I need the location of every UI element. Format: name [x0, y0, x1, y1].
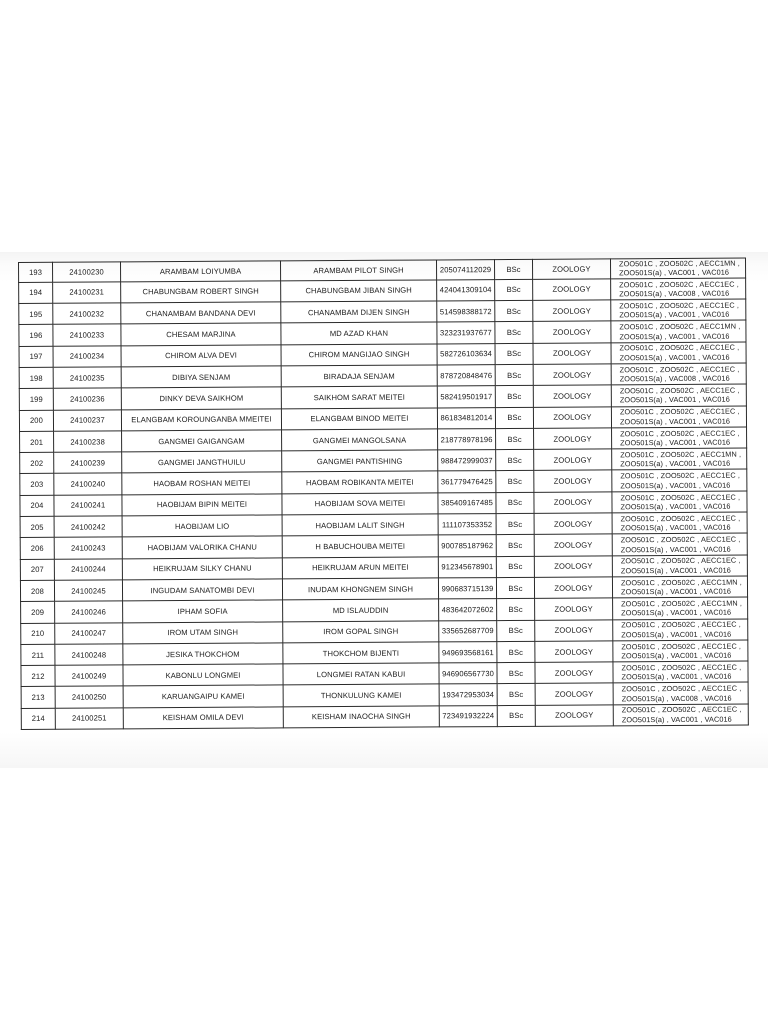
papers-line-2: ZOO501S(a) , VAC001 , VAC016 — [621, 608, 732, 618]
papers-line-2: ZOO501S(a) , VAC001 , VAC016 — [620, 480, 731, 490]
serial-number-cell: 198 — [19, 367, 53, 389]
abc-id-cell: 912345678901 — [438, 556, 496, 578]
student-name-cell: CHESAM MARJINA — [121, 323, 281, 345]
papers-line-2: ZOO501S(a) , VAC001 , VAC016 — [621, 714, 732, 725]
abc-id-cell: 424041309104 — [437, 279, 495, 301]
course-cell: BSc — [497, 599, 535, 621]
papers-cell — [612, 427, 747, 449]
abc-id-cell: 323231937677 — [437, 322, 495, 344]
father-name-cell: MD ISLAUDDIN — [283, 599, 439, 621]
roll-number-cell: 24100249 — [55, 665, 123, 687]
course-cell: BSc — [496, 428, 534, 450]
father-name-cell: CHANAMBAM DIJEN SINGH — [281, 301, 437, 323]
father-name-cell: HAOBIJAM LALIT SINGH — [282, 514, 438, 536]
papers-cell — [613, 619, 748, 641]
abc-id-cell: 582419501917 — [437, 386, 495, 408]
serial-number-cell: 207 — [20, 559, 54, 581]
papers-line-1: ZOO501C , ZOO502C , AECC1MN , — [621, 598, 743, 609]
father-name-cell: GANGMEI PANTISHING — [282, 450, 438, 472]
course-cell: BSc — [495, 322, 533, 344]
subject-cell: ZOOLOGY — [534, 449, 612, 471]
student-records-table — [18, 258, 749, 730]
course-cell: BSc — [496, 535, 534, 557]
abc-id-cell: 900785187962 — [438, 535, 496, 557]
serial-number-cell: 200 — [19, 410, 53, 432]
papers-line-1: ZOO501C , ZOO502C , AECC1EC , — [620, 428, 740, 438]
serial-number-cell: 205 — [20, 516, 54, 538]
abc-id-cell: 111107353352 — [438, 514, 496, 536]
subject-cell: ZOOLOGY — [535, 662, 613, 684]
serial-number-cell: 208 — [20, 580, 54, 602]
papers-line-1: ZOO501C , ZOO502C , AECC1EC , — [619, 406, 740, 417]
course-cell: BSc — [496, 577, 534, 599]
course-cell: BSc — [497, 620, 535, 642]
course-cell: BSc — [495, 407, 533, 429]
student-name-cell: IPHAM SOFIA — [123, 600, 283, 622]
papers-cell — [611, 278, 746, 300]
subject-cell: ZOOLOGY — [535, 641, 613, 663]
roll-number-cell: 24100243 — [54, 537, 122, 559]
course-cell: BSc — [495, 343, 533, 365]
papers-line-1: ZOO501C , ZOO502C , AECC1EC , — [620, 492, 741, 502]
subject-cell: ZOOLOGY — [533, 321, 611, 343]
papers-cell — [611, 406, 746, 428]
abc-id-cell: 193472953034 — [439, 684, 497, 706]
papers-cell — [611, 384, 746, 406]
course-cell: BSc — [495, 300, 533, 322]
papers-line-2: ZOO501S(a) , VAC001 , VAC016 — [620, 522, 731, 533]
table-row — [21, 704, 748, 730]
papers-line-2: ZOO501S(a) , VAC001 , VAC016 — [620, 586, 732, 597]
papers-cell — [612, 576, 747, 598]
abc-id-cell: 582726103634 — [437, 343, 495, 365]
serial-number-cell: 196 — [19, 325, 53, 347]
course-cell: BSc — [496, 471, 534, 493]
papers-cell — [613, 704, 748, 726]
papers-line-1: ZOO501C , ZOO502C , AECC1EC , — [620, 513, 741, 524]
abc-id-cell: 205074112029 — [436, 260, 494, 280]
subject-cell: ZOOLOGY — [534, 513, 612, 535]
course-cell: BSc — [496, 450, 534, 472]
papers-cell — [613, 661, 748, 683]
papers-line-2: ZOO501S(a) , VAC001 , VAC016 — [619, 309, 730, 320]
roll-number-cell: 24100244 — [54, 559, 122, 581]
roll-number-cell: 24100233 — [53, 324, 121, 346]
father-name-cell: CHIROM MANGIJAO SINGH — [281, 344, 437, 366]
table-body — [19, 258, 749, 729]
roll-number-cell: 24100246 — [55, 601, 123, 623]
roll-number-cell: 24100238 — [54, 431, 122, 453]
serial-number-cell: 197 — [19, 346, 53, 368]
papers-line-2: ZOO501S(a) , VAC001 , VAC016 — [620, 458, 731, 469]
roll-number-cell: 24100250 — [55, 686, 123, 708]
abc-id-cell: 990683715139 — [438, 578, 496, 600]
papers-cell — [610, 258, 745, 279]
roll-number-cell: 24100247 — [55, 622, 123, 644]
course-cell: BSc — [495, 279, 533, 301]
papers-cell — [613, 683, 748, 705]
papers-line-2: ZOO501S(a) , VAC008 , VAC016 — [619, 288, 730, 299]
abc-id-cell: 946906567730 — [439, 663, 497, 685]
serial-number-cell: 204 — [20, 495, 54, 517]
roll-number-cell: 24100241 — [54, 495, 122, 517]
papers-line-2: ZOO501S(a) , VAC001 , VAC016 — [620, 544, 731, 554]
student-name-cell: HEIKRUJAM SILKY CHANU — [122, 558, 282, 580]
papers-cell — [613, 640, 748, 662]
father-name-cell: HAOBAM ROBIKANTA MEITEI — [282, 471, 438, 493]
student-name-cell: JESIKA THOKCHOM — [123, 643, 283, 665]
father-name-cell: CHABUNGBAM JIBAN SINGH — [281, 280, 437, 302]
subject-cell: ZOOLOGY — [534, 556, 612, 578]
serial-number-cell: 209 — [21, 602, 55, 624]
serial-number-cell: 202 — [20, 452, 54, 474]
father-name-cell: HEIKRUJAM ARUN MEITEI — [282, 557, 438, 579]
serial-number-cell: 214 — [21, 708, 55, 730]
roll-number-cell: 24100251 — [55, 708, 123, 730]
subject-cell: ZOOLOGY — [533, 343, 611, 365]
serial-number-cell: 193 — [19, 262, 53, 282]
papers-line-2: ZOO501S(a) , VAC001 , VAC016 — [619, 268, 730, 278]
papers-line-1: ZOO501C , ZOO502C , AECC1EC , — [621, 705, 742, 715]
father-name-cell: GANGMEI MANGOLSANA — [282, 429, 438, 451]
father-name-cell: ARAMBAM PILOT SINGH — [280, 260, 436, 281]
father-name-cell: LONGMEI RATAN KABUI — [283, 663, 439, 685]
papers-line-2: ZOO501S(a) , VAC008 , VAC016 — [621, 693, 732, 703]
father-name-cell: HAOBIJAM SOVA MEITEI — [282, 493, 438, 515]
abc-id-cell: 723491932224 — [439, 705, 497, 727]
papers-cell — [613, 597, 748, 619]
roll-number-cell: 24100232 — [53, 303, 121, 325]
papers-line-2: ZOO501S(a) , VAC001 , VAC016 — [619, 395, 730, 405]
father-name-cell: SAIKHOM SARAT MEITEI — [281, 386, 437, 408]
serial-number-cell: 211 — [21, 644, 55, 666]
serial-number-cell: 212 — [21, 665, 55, 687]
serial-number-cell: 195 — [19, 303, 53, 325]
papers-line-1: ZOO501C , ZOO502C , AECC1MN , — [620, 577, 742, 588]
papers-cell — [611, 342, 746, 364]
papers-line-1: ZOO501C , ZOO502C , AECC1MN , — [620, 449, 742, 460]
papers-line-2: ZOO501S(a) , VAC001 , VAC016 — [620, 501, 731, 512]
course-cell: BSc — [497, 663, 535, 685]
abc-id-cell: 335652687709 — [439, 620, 497, 642]
papers-line-2: ZOO501S(a) , VAC001 , VAC016 — [620, 565, 731, 576]
subject-cell: ZOOLOGY — [534, 428, 612, 450]
student-name-cell: CHABUNGBAM ROBERT SINGH — [121, 281, 281, 303]
papers-cell — [611, 299, 746, 321]
serial-number-cell: 213 — [21, 687, 55, 709]
abc-id-cell: 483642072602 — [439, 599, 497, 621]
papers-cell — [612, 448, 747, 470]
papers-line-1: ZOO501C , ZOO502C , AECC1EC , — [619, 364, 740, 375]
papers-cell — [612, 491, 747, 513]
course-cell: BSc — [497, 641, 535, 663]
course-cell: BSc — [496, 492, 534, 514]
serial-number-cell: 199 — [19, 389, 53, 411]
course-cell: BSc — [497, 684, 535, 706]
course-cell: BSc — [497, 705, 535, 727]
papers-line-2: ZOO501S(a) , VAC001 , VAC016 — [621, 671, 732, 682]
father-name-cell: BIRADAJA SENJAM — [281, 365, 437, 387]
father-name-cell: MD AZAD KHAN — [281, 322, 437, 344]
papers-cell — [612, 512, 747, 534]
course-cell: BSc — [495, 364, 533, 386]
student-name-cell: DIBIYA SENJAM — [121, 366, 281, 388]
serial-number-cell: 203 — [20, 474, 54, 496]
serial-number-cell: 201 — [20, 431, 54, 453]
student-name-cell: IROM UTAM SINGH — [123, 621, 283, 643]
papers-line-2: ZOO501S(a) , VAC001 , VAC016 — [619, 352, 730, 363]
papers-line-2: ZOO501S(a) , VAC001 , VAC016 — [619, 331, 730, 341]
subject-cell: ZOOLOGY — [533, 279, 611, 301]
roll-number-cell: 24100239 — [54, 452, 122, 474]
serial-number-cell: 194 — [19, 282, 53, 304]
student-name-cell: INGUDAM SANATOMBI DEVI — [122, 579, 282, 601]
abc-id-cell: 949693568161 — [439, 641, 497, 663]
roll-number-cell: 24100248 — [55, 644, 123, 666]
roll-number-cell: 24100234 — [53, 346, 121, 368]
papers-cell — [612, 470, 747, 492]
papers-line-1: ZOO501C , ZOO502C , AECC1MN , — [618, 258, 740, 269]
course-cell: BSc — [496, 513, 534, 535]
course-cell: BSc — [495, 386, 533, 408]
papers-line-2: ZOO501S(a) , VAC008 , VAC016 — [619, 373, 730, 384]
subject-cell: ZOOLOGY — [533, 385, 611, 407]
course-cell: BSc — [496, 556, 534, 578]
subject-cell: ZOOLOGY — [532, 259, 610, 279]
student-name-cell: ARAMBAM LOIYUMBA — [121, 261, 281, 282]
abc-id-cell: 861834812014 — [437, 407, 495, 429]
papers-line-1: ZOO501C , ZOO502C , AECC1EC , — [621, 683, 742, 694]
abc-id-cell: 361779476425 — [438, 471, 496, 493]
roll-number-cell: 24100236 — [53, 388, 121, 410]
student-name-cell: CHANAMBAM BANDANA DEVI — [121, 302, 281, 324]
course-cell: BSc — [494, 259, 532, 279]
student-name-cell: KABONLU LONGMEI — [123, 664, 283, 686]
student-name-cell: KARUANGAIPU KAMEI — [123, 685, 283, 707]
student-name-cell: HAOBIJAM VALORIKA CHANU — [122, 536, 282, 558]
roll-number-cell: 24100231 — [53, 282, 121, 304]
subject-cell: ZOOLOGY — [535, 705, 613, 727]
abc-id-cell: 988472999037 — [438, 450, 496, 472]
papers-line-1: ZOO501C , ZOO502C , AECC1EC , — [619, 343, 740, 353]
roll-number-cell: 24100245 — [54, 580, 122, 602]
papers-line-2: ZOO501S(a) , VAC001 , VAC016 — [620, 437, 731, 448]
roll-number-cell: 24100242 — [54, 516, 122, 538]
papers-line-1: ZOO501C , ZOO502C , AECC1EC , — [620, 534, 741, 545]
abc-id-cell: 385409167485 — [438, 492, 496, 514]
roll-number-cell: 24100235 — [53, 367, 121, 389]
student-name-cell: CHIROM ALVA DEVI — [121, 345, 281, 367]
father-name-cell: KEISHAM INAOCHA SINGH — [283, 706, 439, 728]
papers-line-1: ZOO501C , ZOO502C , AECC1EC , — [619, 300, 740, 311]
subject-cell: ZOOLOGY — [533, 300, 611, 322]
papers-cell — [611, 320, 746, 342]
subject-cell: ZOOLOGY — [534, 534, 612, 556]
father-name-cell: THONKULUNG KAMEI — [283, 684, 439, 706]
student-name-cell: KEISHAM OMILA DEVI — [123, 707, 283, 729]
father-name-cell: INUDAM KHONGNEM SINGH — [282, 578, 438, 600]
papers-line-1: ZOO501C , ZOO502C , AECC1EC , — [621, 619, 741, 630]
roll-number-cell: 24100237 — [53, 409, 121, 431]
father-name-cell: H BABUCHOUBA MEITEI — [282, 535, 438, 557]
subject-cell: ZOOLOGY — [533, 364, 611, 386]
abc-id-cell: 514598388172 — [437, 301, 495, 323]
student-name-cell: GANGMEI JANGTHUILU — [122, 451, 282, 473]
student-name-cell: ELANGBAM KOROUNGANBA MMEITEI — [121, 408, 281, 430]
papers-cell — [612, 533, 747, 555]
serial-number-cell: 210 — [21, 623, 55, 645]
abc-id-cell: 878720848476 — [437, 365, 495, 387]
document-sheet — [18, 257, 763, 730]
papers-line-1: ZOO501C , ZOO502C , AECC1EC , — [620, 555, 741, 566]
serial-number-cell: 206 — [20, 538, 54, 560]
papers-cell — [611, 363, 746, 385]
father-name-cell: IROM GOPAL SINGH — [283, 620, 439, 642]
father-name-cell: THOKCHOM BIJENTI — [283, 642, 439, 664]
subject-cell: ZOOLOGY — [535, 598, 613, 620]
roll-number-cell: 24100240 — [54, 473, 122, 495]
papers-line-2: ZOO501S(a) , VAC001 , VAC016 — [621, 650, 732, 661]
papers-cell — [612, 555, 747, 577]
papers-line-1: ZOO501C , ZOO502C , AECC1EC , — [619, 279, 739, 289]
papers-line-1: ZOO501C , ZOO502C , AECC1EC , — [620, 470, 741, 481]
roll-number-cell: 24100230 — [53, 262, 121, 282]
subject-cell: ZOOLOGY — [534, 577, 612, 599]
papers-line-1: ZOO501C , ZOO502C , AECC1EC , — [621, 662, 742, 673]
papers-line-2: ZOO501S(a) , VAC001 , VAC016 — [619, 416, 731, 427]
papers-line-1: ZOO501C , ZOO502C , AECC1MN , — [619, 321, 741, 332]
student-name-cell: HAOBIJAM BIPIN MEITEI — [122, 494, 282, 516]
father-name-cell: ELANGBAM BINOD MEITEI — [281, 408, 437, 430]
papers-line-1: ZOO501C , ZOO502C , AECC1EC , — [619, 385, 740, 396]
student-name-cell: HAOBIJAM LIO — [122, 515, 282, 537]
student-name-cell: DINKY DEVA SAIKHOM — [121, 387, 281, 409]
student-name-cell: HAOBAM ROSHAN MEITEI — [122, 472, 282, 494]
subject-cell: ZOOLOGY — [535, 619, 613, 641]
abc-id-cell: 218778978196 — [438, 428, 496, 450]
papers-line-1: ZOO501C , ZOO502C , AECC1EC , — [621, 641, 742, 651]
papers-line-2: ZOO501S(a) , VAC001 , VAC016 — [621, 629, 732, 640]
student-name-cell: GANGMEI GAIGANGAM — [122, 430, 282, 452]
subject-cell: ZOOLOGY — [534, 470, 612, 492]
subject-cell: ZOOLOGY — [534, 492, 612, 514]
subject-cell: ZOOLOGY — [535, 683, 613, 705]
subject-cell: ZOOLOGY — [533, 406, 611, 428]
